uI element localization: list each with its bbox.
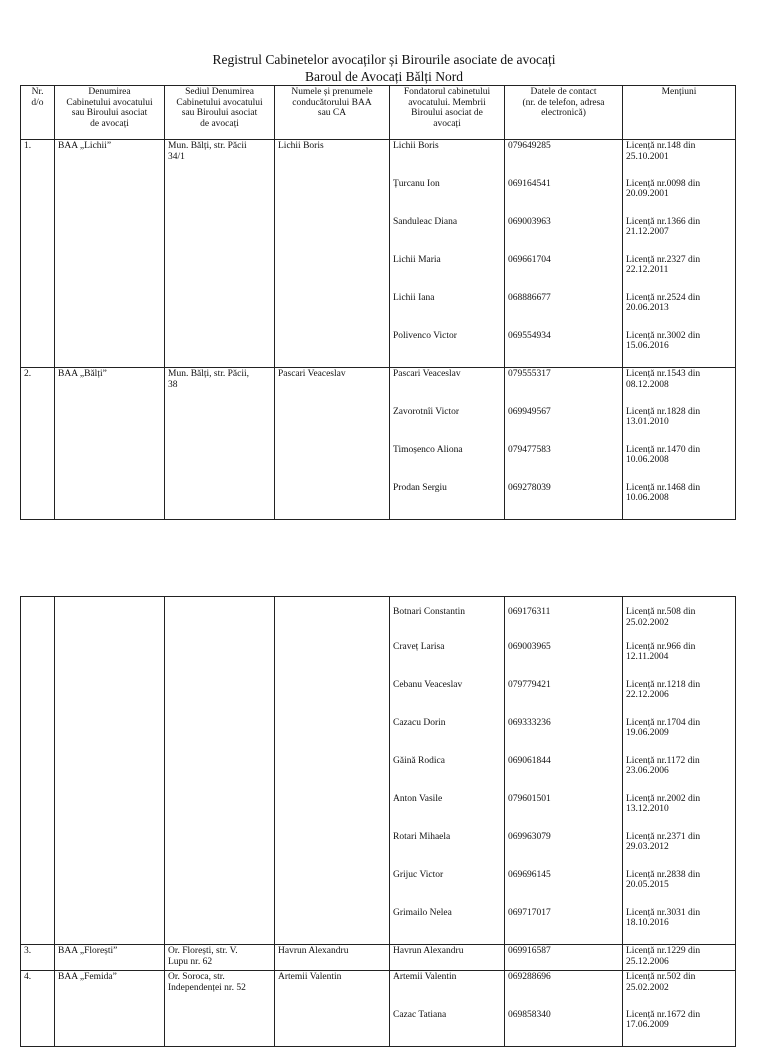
member-phone: 069696145 <box>505 869 623 907</box>
member-name: Pascari Veaceslav <box>390 368 505 406</box>
member-license: Licență nr.1218 din 22.12.2006 <box>623 679 736 717</box>
member-name: Cazacu Dorin <box>390 717 505 755</box>
member-name: Țurcanu Ion <box>390 178 505 216</box>
member-name: Timoșenco Aliona <box>390 444 505 482</box>
member-license: Licență nr.2524 din 20.06.2013 <box>623 292 736 330</box>
table-row <box>21 945 736 971</box>
entry-name: BAA „Lichii” <box>55 140 165 368</box>
member-name: Cazac Tatiana <box>390 1009 505 1047</box>
registry-table-continued <box>20 596 736 1047</box>
member-license: Licență nr.2371 din 29.03.2012 <box>623 831 736 869</box>
member-license: Licență nr.1229 din 25.12.2006 <box>623 945 736 971</box>
member-name: Artemii Valentin <box>390 971 505 1009</box>
member-phone: 069858340 <box>505 1009 623 1047</box>
member-phone: 069949567 <box>505 406 623 444</box>
entry-number: 2. <box>21 368 55 520</box>
member-license: Licență nr.1470 din 10.06.2008 <box>623 444 736 482</box>
member-name: Lichii Iana <box>390 292 505 330</box>
member-license: Licență nr.966 din 12.11.2004 <box>623 641 736 679</box>
entry-leader: Lichii Boris <box>275 140 390 368</box>
document-title: Registrul Cabinetelor avocaților și Birourile asociate de avocați <box>212 52 556 67</box>
member-phone: 069916587 <box>505 945 623 971</box>
member-name: Sanduleac Diana <box>390 216 505 254</box>
member-phone: 079649285 <box>505 140 623 178</box>
member-license: Licență nr.3031 din 18.10.2016 <box>623 907 736 945</box>
continuation-leader <box>275 597 390 945</box>
member-phone: 079779421 <box>505 679 623 717</box>
member-phone: 069963079 <box>505 831 623 869</box>
member-name: Anton Vasile <box>390 793 505 831</box>
member-license: Licență nr.3002 din 15.06.2016 <box>623 330 736 368</box>
continuation-name <box>55 597 165 945</box>
table-row <box>21 368 736 406</box>
header-fondatorul: Fondatorul cabinetului avocatului. Membrii Biroului asociat de avocați <box>390 86 505 140</box>
member-license: Licență nr.1543 din 08.12.2008 <box>623 368 736 406</box>
member-phone: 069176311 <box>505 597 623 641</box>
entry-number: 4. <box>21 971 55 1047</box>
continuation-nr <box>21 597 55 945</box>
member-license: Licență nr.148 din 25.10.2001 <box>623 140 736 178</box>
member-license: Licență nr.2002 din 13.12.2010 <box>623 793 736 831</box>
member-name: Grimailo Nelea <box>390 907 505 945</box>
member-license: Licență nr.1828 din 13.01.2010 <box>623 406 736 444</box>
member-license: Licență nr.2327 din 22.12.2011 <box>623 254 736 292</box>
member-name: Polivenco Victor <box>390 330 505 368</box>
header-nr: Nr. d/o <box>21 86 55 140</box>
entry-leader: Artemii Valentin <box>275 971 390 1047</box>
member-license: Licență nr.1704 din 19.06.2009 <box>623 717 736 755</box>
member-license: Licență nr.1468 din 10.06.2008 <box>623 482 736 520</box>
entry-address: Or. Florești, str. V. Lupu nr. 62 <box>165 945 275 971</box>
member-phone: 069288696 <box>505 971 623 1009</box>
member-phone: 068886677 <box>505 292 623 330</box>
header-sediul: Sediul Denumirea Cabinetului avocatului sau Biroului asociat de avocați <box>165 86 275 140</box>
member-phone: 069278039 <box>505 482 623 520</box>
header-row <box>21 86 736 140</box>
member-name: Botnari Constantin <box>390 597 505 641</box>
entry-number: 1. <box>21 140 55 368</box>
member-name: Havrun Alexandru <box>390 945 505 971</box>
member-license: Licență nr.1672 din 17.06.2009 <box>623 1009 736 1047</box>
entry-name: BAA „Femida” <box>55 971 165 1047</box>
member-phone: 069164541 <box>505 178 623 216</box>
entry-leader: Havrun Alexandru <box>275 945 390 971</box>
header-contact: Datele de contact (nr. de telefon, adresa electronică) <box>505 86 623 140</box>
member-phone: 069717017 <box>505 907 623 945</box>
member-name: Lichii Boris <box>390 140 505 178</box>
member-phone: 079555317 <box>505 368 623 406</box>
header-numele: Numele și prenumele conducătorului BAA sau CA <box>275 86 390 140</box>
header-denumirea: Denumirea Cabinetului avocatului sau Biroului asociat de avocați <box>55 86 165 140</box>
member-phone: 079477583 <box>505 444 623 482</box>
entry-address: Or. Soroca, str. Independenței nr. 52 <box>165 971 275 1047</box>
member-phone: 069661704 <box>505 254 623 292</box>
member-name: Cebanu Veaceslav <box>390 679 505 717</box>
member-name: Prodan Sergiu <box>390 482 505 520</box>
member-phone: 069061844 <box>505 755 623 793</box>
member-license: Licență nr.2838 din 20.05.2015 <box>623 869 736 907</box>
member-phone: 069333236 <box>505 717 623 755</box>
member-phone: 069554934 <box>505 330 623 368</box>
header-mentiuni: Mențiuni <box>623 86 736 140</box>
member-license: Licență nr.1172 din 23.06.2006 <box>623 755 736 793</box>
member-license: Licență nr.502 din 25.02.2002 <box>623 971 736 1009</box>
entry-leader: Pascari Veaceslav <box>275 368 390 520</box>
member-phone: 079601501 <box>505 793 623 831</box>
member-name: Grijuc Victor <box>390 869 505 907</box>
registry-table <box>20 85 736 520</box>
entry-name: BAA „Bălți” <box>55 368 165 520</box>
table-row <box>21 971 736 1009</box>
member-name: Lichii Maria <box>390 254 505 292</box>
member-license: Licență nr.1366 din 21.12.2007 <box>623 216 736 254</box>
document-subtitle: Baroul de Avocați Bălți Nord <box>305 69 463 84</box>
table-row <box>21 597 736 641</box>
table-row <box>21 140 736 178</box>
member-license: Licență nr.0098 din 20.09.2001 <box>623 178 736 216</box>
entry-number: 3. <box>21 945 55 971</box>
member-phone: 069003963 <box>505 216 623 254</box>
member-phone: 069003965 <box>505 641 623 679</box>
member-name: Zavorotnîi Victor <box>390 406 505 444</box>
member-license: Licență nr.508 din 25.02.2002 <box>623 597 736 641</box>
entry-address: Mun. Bălți, str. Păcii 34/1 <box>165 140 275 368</box>
entry-address: Mun. Bălți, str. Păcii, 38 <box>165 368 275 520</box>
member-name: Găină Rodica <box>390 755 505 793</box>
member-name: Craveț Larisa <box>390 641 505 679</box>
entry-name: BAA „Florești” <box>55 945 165 971</box>
member-name: Rotari Mihaela <box>390 831 505 869</box>
continuation-address <box>165 597 275 945</box>
